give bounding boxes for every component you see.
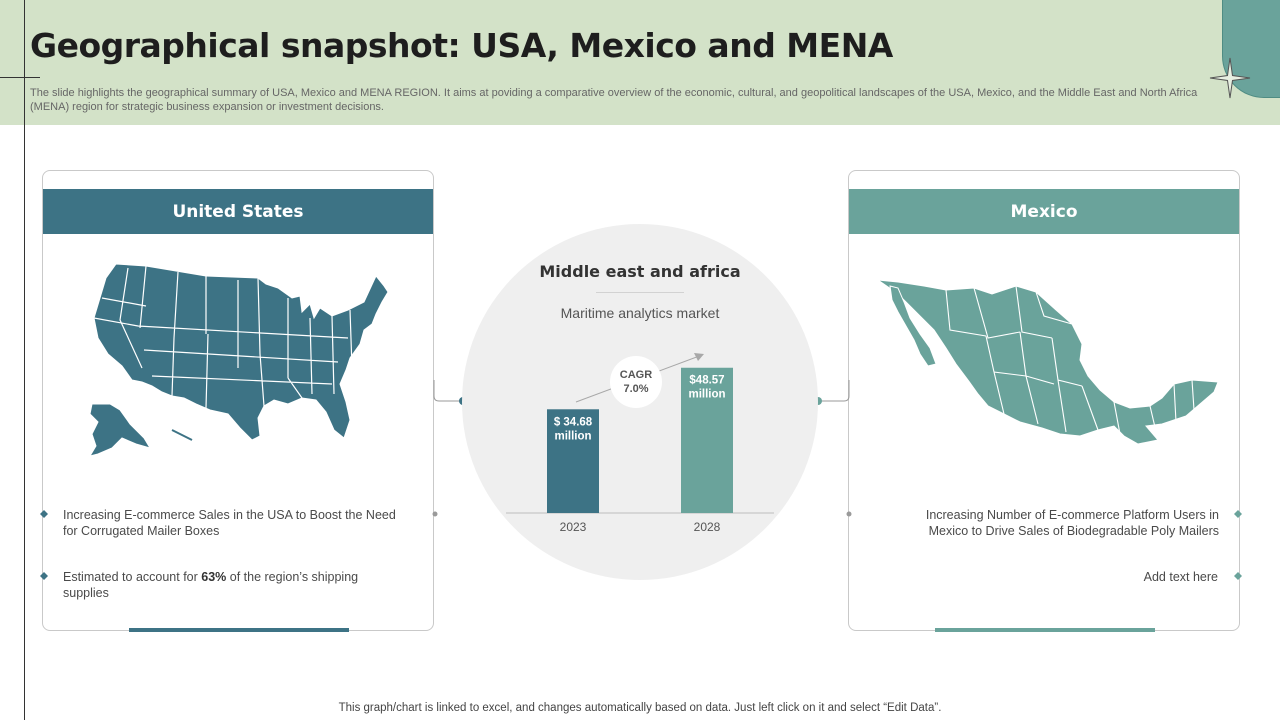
mexico-bullet-2: Add text here [1143,570,1218,584]
us-bullet-2-prefix: Estimated to account for [63,570,202,584]
us-bullet-2-suffix: of the region’s shipping supplies [63,570,359,600]
bar-value-label-2028: $48.57 million [688,374,726,401]
cagr-label: CAGR 7.0% [619,369,653,395]
cagr-bubble [610,356,662,408]
mea-heading: Middle east and africa [539,262,741,281]
page-subtitle: The slide highlights the geographical summary of USA, Mexico and MENA REGION. It aims at poviding a comparative overview of the economic, cultural, and geopolitical landscapes of the USA, Mexico, and the Middle East and North Africa (MENA) region for strategic business expansion or investment decisions. [30,87,1198,113]
footer-note: This graph/chart is linked to excel, and changes automatically based on data. Just left click on it and select “Edit Data”. [338,702,942,714]
us-panel-heading: United States [43,189,433,234]
us-bullet-1: Increasing E-commerce Sales in the USA to Boost the Need for Corrugated Mailer Boxes [63,508,396,538]
page-title: Geographical snapshot: USA, Mexico and MENA [30,26,893,65]
x-tick-label-2028: 2028 [693,520,721,534]
mexico-bullet-1: Increasing Number of E-commerce Platform Users in Mexico to Drive Sales of Biodegradable Poly Mailers [925,508,1219,538]
bar-value-label-2023: $ 34.68 million [553,416,593,443]
us-bullet-2-highlight: 63% [201,570,227,584]
chart-title: Maritime analytics market [560,305,720,321]
mexico-panel-heading: Mexico [849,189,1239,234]
x-tick-label-2023: 2023 [559,520,587,534]
